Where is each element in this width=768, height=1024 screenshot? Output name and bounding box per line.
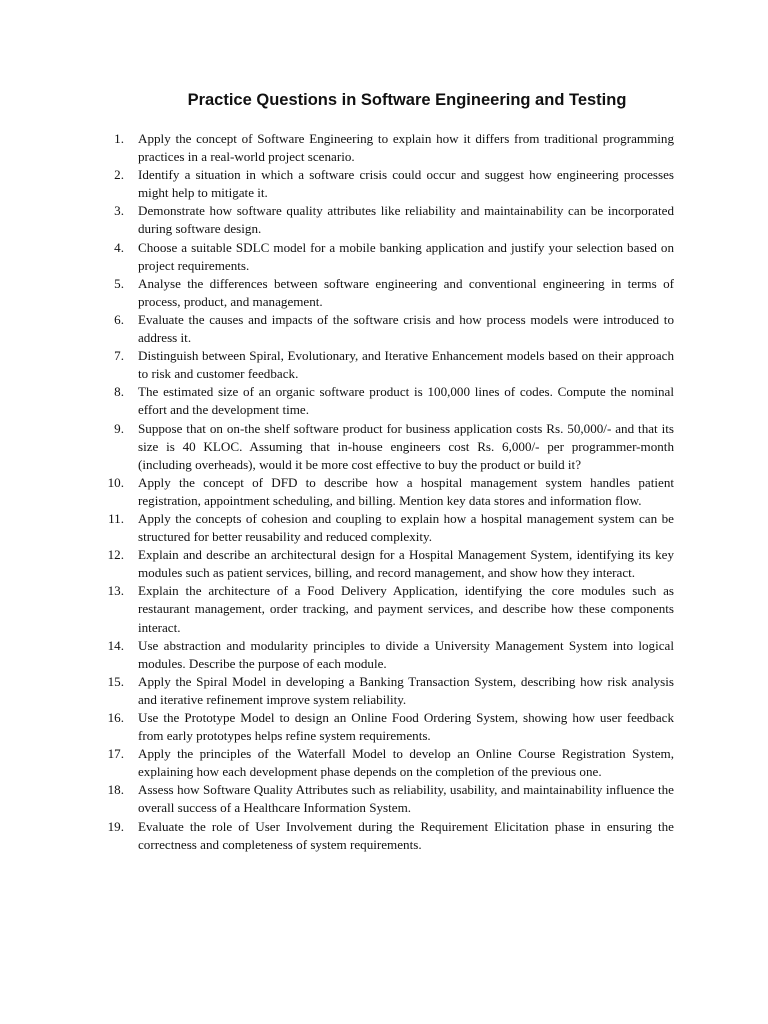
question-text: Explain the architecture of a Food Delivery Application, identifying the core modules such as restaurant management, order tracking, and payment services, and describe how these components interact.	[138, 583, 674, 635]
question-number: 9.	[114, 420, 124, 436]
list-item	[102, 582, 674, 636]
question-number: 12.	[107, 547, 124, 563]
question-text: Demonstrate how software quality attributes like reliability and maintainability can be incorporated during software design.	[138, 203, 674, 237]
list-item	[102, 474, 674, 510]
question-number: 13.	[107, 583, 124, 599]
list-item	[102, 239, 674, 275]
question-text: Identify a situation in which a software crisis could occur and suggest how engineering processes might help to mitigate it.	[138, 167, 674, 201]
question-number: 7.	[114, 348, 124, 364]
question-number: 6.	[114, 311, 124, 327]
question-text: Use abstraction and modularity principles to divide a University Management System into logical modules. Describe the purpose of each module.	[138, 637, 674, 671]
list-item	[102, 275, 674, 311]
question-text: The estimated size of an organic software product is 100,000 lines of codes. Compute the nominal effort and the development time.	[138, 384, 674, 418]
question-text: Distinguish between Spiral, Evolutionary, and Iterative Enhancement models based on their approach to risk and customer feedback.	[138, 348, 674, 382]
question-number: 15.	[107, 673, 124, 689]
question-number: 5.	[114, 275, 124, 291]
question-text: Explain and describe an architectural design for a Hospital Management System, identifying its key modules such as patient services, billing, and record management, and show how they interact.	[138, 547, 674, 581]
list-item	[102, 202, 674, 238]
question-list	[102, 130, 674, 854]
question-text: Apply the Spiral Model in developing a Banking Transaction System, describing how risk analysis and iterative refinement improve system reliability.	[138, 673, 674, 707]
question-number: 10.	[107, 474, 124, 490]
question-text: Evaluate the causes and impacts of the software crisis and how process models were introduced to address it.	[138, 311, 674, 346]
list-item	[102, 637, 674, 673]
question-number: 4.	[114, 239, 124, 255]
question-number: 19.	[107, 818, 124, 834]
question-number: 2.	[114, 167, 124, 183]
question-text: Apply the concepts of cohesion and coupling to explain how a hospital management system can be structured for better reusability and reduced complexity.	[138, 510, 674, 545]
question-text: Evaluate the role of User Involvement during the Requirement Elicitation phase in ensuring the correctness and completeness of system requirements.	[138, 818, 674, 852]
question-text: Use the Prototype Model to design an Online Food Ordering System, showing how user feedback from early prototypes helps refine system requirements.	[138, 710, 674, 744]
list-item	[102, 166, 674, 202]
question-number: 17.	[107, 746, 124, 762]
list-item	[102, 546, 674, 582]
list-item	[102, 510, 674, 546]
list-item	[102, 311, 674, 347]
question-number: 11.	[108, 510, 124, 526]
list-item	[102, 818, 674, 854]
list-item	[102, 673, 674, 709]
question-number: 1.	[114, 131, 124, 146]
question-text: Assess how Software Quality Attributes such as reliability, usability, and maintainability influence the overall success of a Healthcare Information System.	[138, 782, 674, 816]
list-item	[102, 347, 674, 383]
list-item	[102, 781, 674, 817]
question-text: Apply the concept of Software Engineering to explain how it differs from traditional programming practices in a real-world project scenario.	[138, 131, 674, 165]
list-item	[102, 130, 674, 166]
list-item	[102, 420, 674, 474]
question-text: Analyse the differences between software engineering and conventional engineering in terms of process, product, and management.	[138, 275, 674, 309]
question-number: 16.	[107, 710, 124, 725]
list-item	[102, 745, 674, 781]
question-number: 18.	[107, 782, 124, 798]
list-item	[102, 383, 674, 419]
question-number: 3.	[114, 203, 124, 219]
question-number: 14.	[107, 637, 124, 653]
question-text: Choose a suitable SDLC model for a mobile banking application and justify your selection based on project requirements.	[138, 239, 674, 273]
page-title: Practice Questions in Software Engineering and Testing	[187, 91, 627, 109]
question-number: 8.	[114, 384, 124, 400]
question-text: Suppose that on on-the shelf software product for business application costs Rs. 50,000/- and that its size is 40 KLOC. Assuming that in-house engineers cost Rs. 6,000/- per programmer-month (including overheads), would it be more cost effective to buy the product or build it?	[138, 420, 674, 472]
list-item	[102, 709, 674, 745]
question-text: Apply the principles of the Waterfall Model to develop an Online Course Registration System, explaining how each development phase depends on the completion of the previous one.	[138, 746, 674, 780]
question-text: Apply the concept of DFD to describe how a hospital management system handles patient registration, appointment scheduling, and billing. Mention key data stores and information flow.	[138, 474, 674, 508]
